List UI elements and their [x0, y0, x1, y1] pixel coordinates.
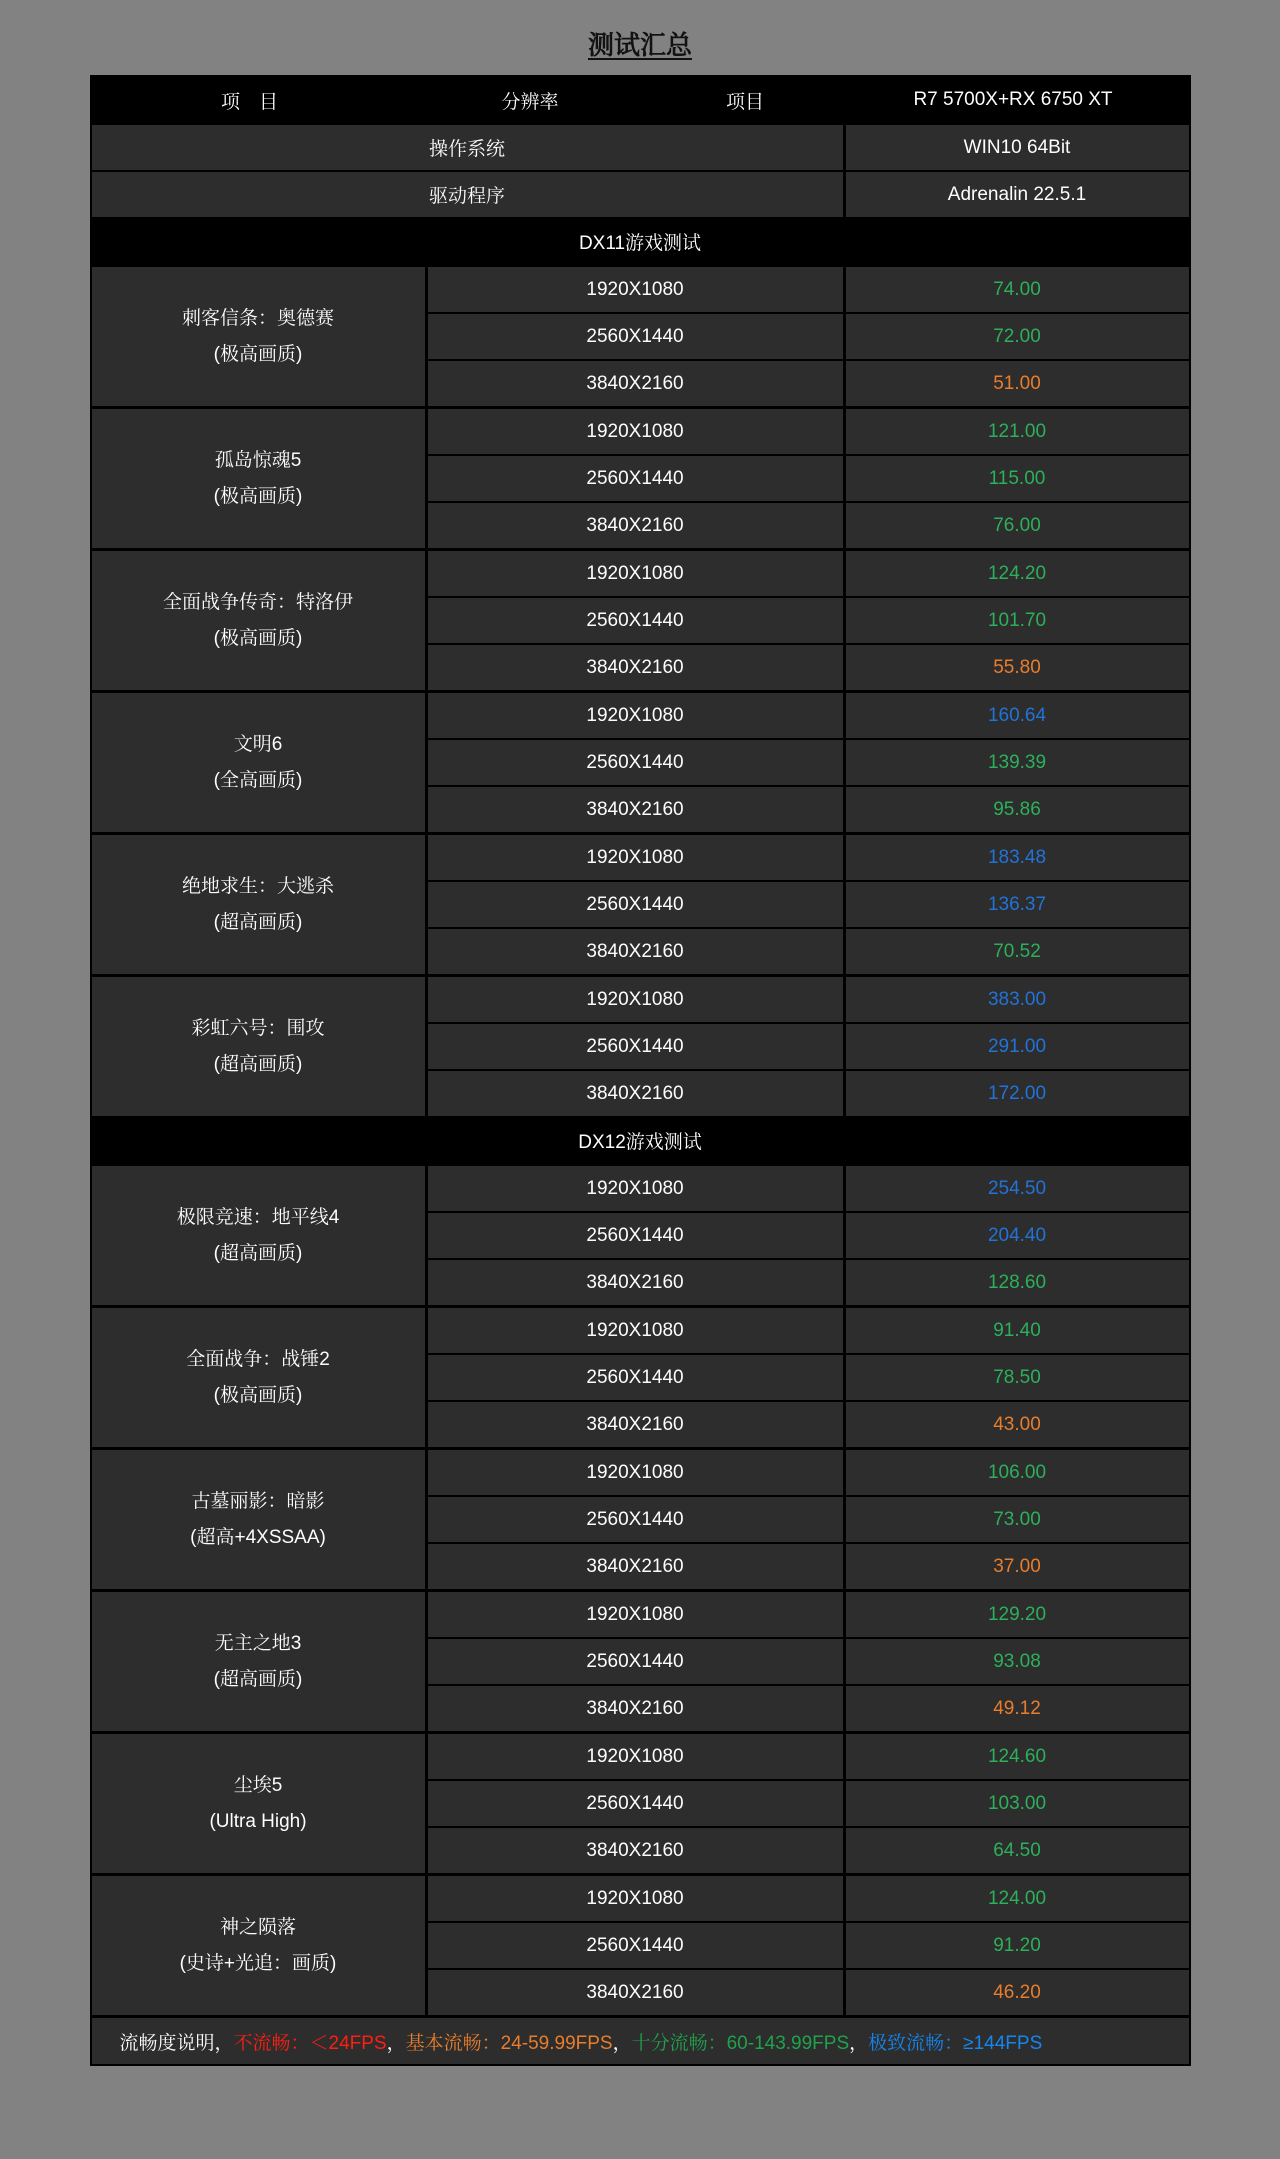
game-title: 全面战争传奇：特洛伊 — [162, 592, 353, 614]
fps-cell: 93.08 — [846, 1639, 1189, 1684]
game-block — [92, 974, 1189, 1116]
game-block — [92, 1163, 1189, 1305]
info-row — [92, 123, 1189, 170]
game-quality: (全高画质) — [213, 769, 303, 791]
legend-segment: 极致流畅：≥144FPS — [868, 2032, 1043, 2054]
game-quality: (Ultra High) — [209, 1810, 307, 1832]
game-name — [92, 835, 425, 974]
game-title: 无主之地3 — [214, 1633, 302, 1655]
fps-cell: 37.00 — [846, 1544, 1189, 1589]
fps-cell: 160.64 — [846, 693, 1189, 738]
fps-cell: 78.50 — [846, 1355, 1189, 1400]
fps-cell: 46.20 — [846, 1970, 1189, 2015]
legend-segment: ， — [612, 2032, 632, 2054]
legend-segment: 基本流畅：24-59.99FPS — [405, 2032, 613, 2054]
resolution-cell: 3840X2160 — [428, 929, 843, 974]
game-name — [92, 1450, 425, 1589]
game-quality: (超高画质) — [213, 1668, 303, 1690]
fps-cell: 70.52 — [846, 929, 1189, 974]
game-quality: (超高+4XSSAA) — [190, 1526, 326, 1548]
page-title: 测试汇总 — [587, 30, 692, 60]
fps-cell: 95.86 — [846, 787, 1189, 832]
resolution-cell: 1920X1080 — [428, 1592, 843, 1637]
game-title: 古墓丽影：暗影 — [191, 1491, 325, 1513]
legend-segment: 流畅度说明， — [119, 2032, 234, 2054]
fps-cell: 139.39 — [846, 740, 1189, 785]
resolution-cell: 3840X2160 — [428, 361, 843, 406]
game-title: 极限竞速：地平线4 — [176, 1207, 340, 1229]
resolution-cell: 3840X2160 — [428, 1970, 843, 2015]
resolution-cell: 1920X1080 — [428, 977, 843, 1022]
resolution-cell: 2560X1440 — [428, 1923, 843, 1968]
fps-cell: 76.00 — [846, 503, 1189, 548]
fps-cell: 91.20 — [846, 1923, 1189, 1968]
legend-segment: 不流畅：＜24FPS — [233, 2032, 387, 2054]
resolution-cell: 3840X2160 — [428, 1071, 843, 1116]
game-title: 全面战争：战锤2 — [186, 1349, 330, 1371]
game-name — [92, 409, 425, 548]
info-value: Adrenalin 22.5.1 — [846, 172, 1189, 217]
resolution-cell: 3840X2160 — [428, 1686, 843, 1731]
resolution-cell: 2560X1440 — [428, 456, 843, 501]
resolution-cell: 2560X1440 — [428, 1024, 843, 1069]
game-title: 神之陨落 — [219, 1917, 296, 1939]
fps-cell: 121.00 — [846, 409, 1189, 454]
fps-cell: 124.60 — [846, 1734, 1189, 1779]
resolution-cell: 1920X1080 — [428, 835, 843, 880]
resolution-cell: 1920X1080 — [428, 1450, 843, 1495]
header-item2-column: 项目 — [725, 91, 764, 113]
section-header: DX12游戏测试 — [92, 1116, 1189, 1163]
resolution-cell: 1920X1080 — [428, 1308, 843, 1353]
legend-segment: ， — [849, 2032, 869, 2054]
game-block — [92, 264, 1189, 406]
game-quality: (极高画质) — [213, 627, 303, 649]
game-quality: (史诗+光追：画质) — [179, 1952, 337, 1974]
resolution-cell: 2560X1440 — [428, 598, 843, 643]
resolution-cell: 2560X1440 — [428, 1497, 843, 1542]
game-name — [92, 977, 425, 1116]
fps-cell: 136.37 — [846, 882, 1189, 927]
header-resolution-column: 分辨率 — [501, 91, 559, 113]
fps-cell: 55.80 — [846, 645, 1189, 690]
game-block — [92, 1731, 1189, 1873]
fps-cell: 91.40 — [846, 1308, 1189, 1353]
resolution-cell: 1920X1080 — [428, 409, 843, 454]
game-name — [92, 1876, 425, 2015]
resolution-cell: 1920X1080 — [428, 551, 843, 596]
resolution-cell: 3840X2160 — [428, 1544, 843, 1589]
fps-cell: 64.50 — [846, 1828, 1189, 1873]
fps-cell: 115.00 — [846, 456, 1189, 501]
game-name — [92, 1166, 425, 1305]
game-block — [92, 1305, 1189, 1447]
game-title: 绝地求生：大逃杀 — [181, 876, 334, 898]
info-value: WIN10 64Bit — [846, 125, 1189, 170]
resolution-cell: 2560X1440 — [428, 314, 843, 359]
resolution-cell: 2560X1440 — [428, 1639, 843, 1684]
game-name — [92, 551, 425, 690]
game-quality: (极高画质) — [213, 1384, 303, 1406]
fps-cell: 183.48 — [846, 835, 1189, 880]
game-title: 彩虹六号：围攻 — [191, 1018, 325, 1040]
fps-cell: 129.20 — [846, 1592, 1189, 1637]
fps-cell: 103.00 — [846, 1781, 1189, 1826]
game-block — [92, 690, 1189, 832]
game-name — [92, 1308, 425, 1447]
game-block — [92, 832, 1189, 974]
resolution-cell: 3840X2160 — [428, 1402, 843, 1447]
info-row — [92, 170, 1189, 217]
resolution-cell: 2560X1440 — [428, 740, 843, 785]
table-header-row — [92, 77, 1189, 123]
game-block — [92, 406, 1189, 548]
fps-cell: 74.00 — [846, 267, 1189, 312]
fps-cell: 106.00 — [846, 1450, 1189, 1495]
fps-cell: 49.12 — [846, 1686, 1189, 1731]
fps-cell: 291.00 — [846, 1024, 1189, 1069]
resolution-cell: 3840X2160 — [428, 645, 843, 690]
fps-cell: 43.00 — [846, 1402, 1189, 1447]
resolution-cell: 2560X1440 — [428, 1355, 843, 1400]
fps-cell: 124.20 — [846, 551, 1189, 596]
game-quality: (超高画质) — [213, 1242, 303, 1264]
resolution-cell: 1920X1080 — [428, 1876, 843, 1921]
section-header: DX11游戏测试 — [92, 217, 1189, 264]
game-quality: (极高画质) — [213, 485, 303, 507]
game-quality: (超高画质) — [213, 911, 303, 933]
game-name — [92, 693, 425, 832]
game-name — [92, 1592, 425, 1731]
info-label: 驱动程序 — [92, 172, 843, 217]
resolution-cell: 2560X1440 — [428, 882, 843, 927]
info-label: 操作系统 — [92, 125, 843, 170]
game-title: 孤岛惊魂5 — [214, 450, 302, 472]
legend-row — [92, 2015, 1189, 2064]
resolution-cell: 1920X1080 — [428, 1734, 843, 1779]
fps-cell: 172.00 — [846, 1071, 1189, 1116]
fps-cell: 124.00 — [846, 1876, 1189, 1921]
fps-cell: 383.00 — [846, 977, 1189, 1022]
legend-segment: 十分流畅：60-143.99FPS — [631, 2032, 850, 2054]
resolution-cell: 1920X1080 — [428, 1166, 843, 1211]
game-block — [92, 1873, 1189, 2015]
fps-cell: 51.00 — [846, 361, 1189, 406]
game-title: 文明6 — [233, 734, 283, 756]
header-gpu-column: R7 5700X+RX 6750 XT — [913, 89, 1113, 110]
resolution-cell: 3840X2160 — [428, 1828, 843, 1873]
game-block — [92, 1589, 1189, 1731]
legend-segment: ， — [386, 2032, 406, 2054]
header-item-column: 项 目 — [220, 91, 278, 113]
resolution-cell: 1920X1080 — [428, 267, 843, 312]
game-quality: (极高画质) — [213, 343, 303, 365]
resolution-cell: 2560X1440 — [428, 1781, 843, 1826]
game-title: 尘埃5 — [233, 1775, 283, 1797]
fps-cell: 254.50 — [846, 1166, 1189, 1211]
game-name — [92, 1734, 425, 1873]
resolution-cell: 3840X2160 — [428, 503, 843, 548]
fps-cell: 204.40 — [846, 1213, 1189, 1258]
fps-cell: 73.00 — [846, 1497, 1189, 1542]
game-title: 刺客信条：奥德赛 — [181, 308, 334, 330]
game-name — [92, 267, 425, 406]
game-block — [92, 548, 1189, 690]
fps-cell: 128.60 — [846, 1260, 1189, 1305]
fps-cell: 72.00 — [846, 314, 1189, 359]
resolution-cell: 3840X2160 — [428, 1260, 843, 1305]
benchmark-table — [90, 75, 1191, 2066]
resolution-cell: 3840X2160 — [428, 787, 843, 832]
resolution-cell: 1920X1080 — [428, 693, 843, 738]
resolution-cell: 2560X1440 — [428, 1213, 843, 1258]
game-quality: (超高画质) — [213, 1053, 303, 1075]
fps-cell: 101.70 — [846, 598, 1189, 643]
game-block — [92, 1447, 1189, 1589]
